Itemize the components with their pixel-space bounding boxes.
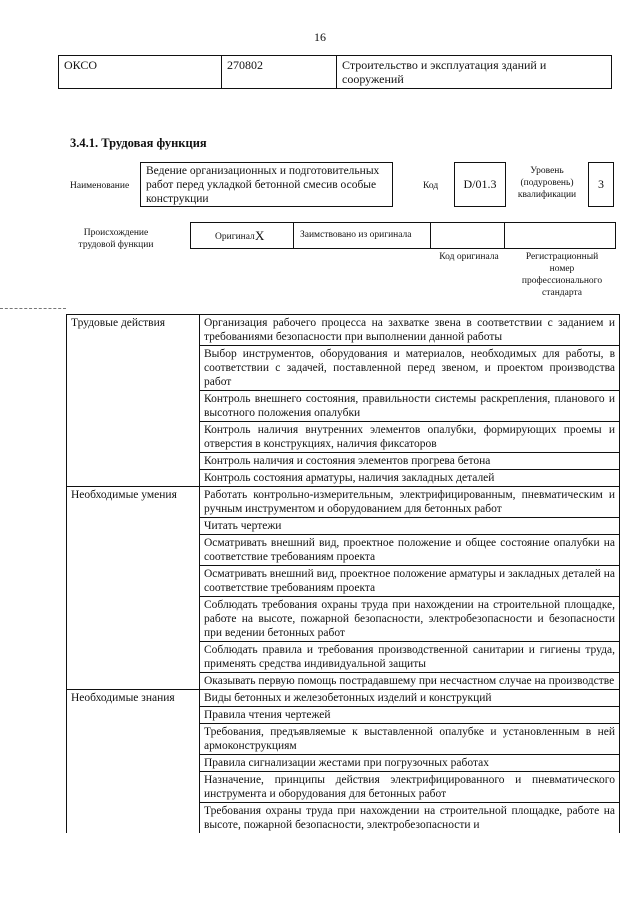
- reg-number-cell: [504, 222, 616, 249]
- table-cell: Контроль состояния арматуры, наличия закладных деталей: [200, 470, 620, 487]
- divider: [0, 308, 66, 309]
- table-row: [67, 487, 620, 518]
- original-label: Оригинал: [215, 232, 255, 242]
- borrowed-label: Заимствовано из оригинала: [300, 230, 412, 240]
- code-label: Код: [423, 181, 439, 191]
- reg-number-label: Регистрационный номер профессионального стандарта: [521, 252, 603, 298]
- table-cell: Осматривать внешний вид, проектное положение и общее состояние опалубки на соответствие требованиям проекта: [200, 535, 620, 566]
- table-cell: Выбор инструментов, оборудования и материалов, необходимых для работы, в соответствии с задачей, поставленной перед звеном, и проектом производства работ: [200, 346, 620, 391]
- code-original-cell: [430, 222, 505, 249]
- table-cell: Требования охраны труда при нахождении на строительной площадке, работе на высоте, пожарной безопасности, электробезопасности и: [200, 803, 620, 834]
- okso-label: ОКСО: [59, 56, 222, 89]
- code-original-label: Код оригинала: [439, 252, 499, 262]
- table-cell: Читать чертежи: [200, 518, 620, 535]
- table-cell: Соблюдать правила и требования производственной санитарии и гигиены труда, применять средства индивидуальной защиты: [200, 642, 620, 673]
- table-cell: Виды бетонных и железобетонных изделий и конструкций: [200, 690, 620, 707]
- table-cell: Назначение, принципы действия электрифицированного и пневматического инструмента и оборудования для бетонных работ: [200, 772, 620, 803]
- okso-table: [58, 55, 612, 89]
- table-cell: Осматривать внешний вид, проектное положение арматуры и закладных деталей на соответствие требованиям проекта: [200, 566, 620, 597]
- origin-label: Происхождение трудовой функции: [78, 228, 154, 250]
- category-label: Трудовые действия: [67, 315, 200, 487]
- table-cell: Контроль внешнего состояния, правильности системы раскрепления, планового и высотного положения опалубки: [200, 391, 620, 422]
- table-row: [67, 315, 620, 346]
- table-cell: Работать контрольно-измерительным, электрифицированным, пневматическим и ручным инструментом и оборудованием для бетонных работ: [200, 487, 620, 518]
- table-cell: Правила чтения чертежей: [200, 707, 620, 724]
- table-cell: Правила сигнализации жестами при погрузочных работах: [200, 755, 620, 772]
- original-mark: X: [255, 228, 265, 243]
- okso-code: 270802: [222, 56, 337, 89]
- table-cell: Организация рабочего процесса на захватке звена в соответствии с заданием и требованиями безопасности при выполнении данной работы: [200, 315, 620, 346]
- category-label: Необходимые знания: [67, 690, 200, 834]
- function-details-table: [66, 314, 620, 833]
- table-cell: Контроль наличия внутренних элементов опалубки, формирующих проемы и отверстия в конструкциях, наличия фиксаторов: [200, 422, 620, 453]
- okso-row: [59, 56, 612, 89]
- page-number: 16: [314, 30, 326, 44]
- table-row: [67, 690, 620, 707]
- table-cell: Оказывать первую помощь пострадавшему при несчастном случае на производстве: [200, 673, 620, 690]
- table-cell: Соблюдать требования охраны труда при нахождении на строительной площадке, работе на высоте, пожарной безопасности, электробезопасности и безопасности при ведении бетонных работ: [200, 597, 620, 642]
- level-label: Уровень (подуровень) квалификации: [517, 166, 577, 200]
- level-value: 3: [588, 162, 614, 207]
- function-heading: 3.4.1. Трудовая функция: [70, 136, 207, 150]
- original-cell: [190, 222, 294, 249]
- table-cell: Контроль наличия и состояния элементов прогрева бетона: [200, 453, 620, 470]
- table-cell: Требования, предъявляемые к выставленной опалубке и установленным в ней армоконструкциям: [200, 724, 620, 755]
- category-label: Необходимые умения: [67, 487, 200, 690]
- function-code-value: D/01.3: [454, 162, 506, 207]
- borrowed-cell: [293, 222, 431, 249]
- okso-name: Строительство и эксплуатация зданий и сооружений: [337, 56, 612, 89]
- function-name-value: Ведение организационных и подготовительных работ перед укладкой бетонной смесив особые конструкции: [140, 162, 393, 207]
- name-label: Наименование: [70, 181, 130, 191]
